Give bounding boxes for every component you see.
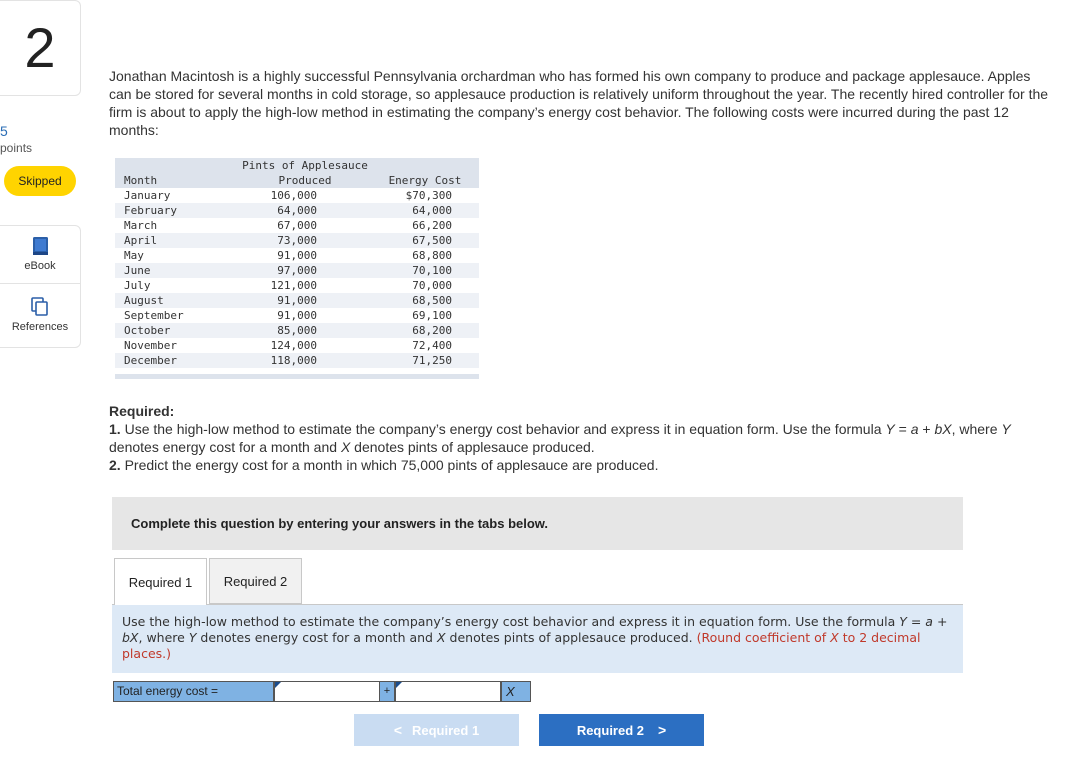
energy-cost-cell: 68,200 [412, 324, 452, 337]
chevron-right-icon: > [658, 722, 667, 738]
references-link[interactable] [0, 297, 80, 333]
complete-question-text: Complete this question by entering your answers in the tabs below. [131, 516, 549, 531]
table-row [115, 233, 479, 248]
header-month: Month [124, 174, 158, 187]
tab-required-1-label: Required 1 [128, 575, 193, 590]
fixed-cost-input[interactable] [274, 681, 380, 702]
chevron-left-icon: < [393, 722, 402, 738]
energy-cost-cell: 64,000 [412, 204, 452, 217]
month-cell: June [124, 264, 151, 277]
required-item-2: 2. Predict the energy cost for a month in which 75,000 pints of applesauce are produced. [109, 457, 659, 473]
month-cell: December [124, 354, 177, 367]
ebook-link[interactable] [0, 236, 80, 272]
tab-instructions: Use the high-low method to estimate the company’s energy cost behavior and express it in equation form. Use the formula Y = a + bX, where Y denotes energy cost for a month and X denotes pints of applesauce produced. (Round coefficient of X to 2 decimal places.) [112, 605, 963, 673]
month-cell: August [124, 294, 164, 307]
question-number-box [0, 0, 81, 96]
table-footer-bar [115, 374, 479, 379]
month-cell: January [124, 189, 171, 202]
month-cell: March [124, 219, 158, 232]
pints-cell: 64,000 [277, 204, 317, 217]
resources-divider [0, 283, 80, 284]
energy-cost-cell: 72,400 [412, 339, 452, 352]
input-marker-icon [275, 682, 281, 688]
total-energy-cost-label: Total energy cost = [113, 681, 274, 702]
table-row [115, 248, 479, 263]
table-row [115, 203, 479, 218]
question-intro: Jonathan Macintosh is a highly successful Pennsylvania orchardman who has formed his own company to produce and package applesauce. Apples can be stored for several months in cold storage, so applesauce production is relatively uniform throughout the year. The recently hired controller for the firm is about to apply the high-low method in estimating the company’s energy cost behavior. The following costs were incurred during the past 12 months: [109, 68, 1049, 138]
table-row [115, 263, 479, 278]
ebook-label: eBook [24, 260, 56, 272]
month-cell: July [124, 279, 151, 292]
status-badge-label: Skipped [18, 174, 62, 188]
pints-cell: 124,000 [270, 339, 317, 352]
required-section [109, 402, 1044, 474]
previous-tab-button[interactable] [354, 714, 519, 746]
pints-cell: 106,000 [270, 189, 317, 202]
table-row [115, 218, 479, 233]
table-row [115, 308, 479, 323]
energy-cost-cell: 67,500 [412, 234, 452, 247]
next-tab-label: Required 2 [576, 722, 644, 738]
table-row [115, 338, 479, 353]
tab-required-1[interactable] [114, 558, 207, 606]
month-cell: September [124, 309, 184, 322]
variable-rate-input[interactable] [395, 681, 501, 702]
month-cell: May [124, 249, 144, 262]
plus-sign: + [379, 681, 395, 702]
month-cell: April [124, 234, 158, 247]
points-label: points [0, 141, 33, 155]
book-icon [32, 236, 49, 256]
tab-required-2-label: Required 2 [223, 573, 288, 589]
energy-cost-cell: 71,250 [412, 354, 452, 367]
previous-tab-label: Required 1 [412, 722, 480, 738]
pints-cell: 118,000 [270, 354, 317, 367]
references-label: References [11, 321, 69, 333]
status-badge [4, 166, 76, 196]
tab-required-2[interactable] [209, 558, 302, 604]
pints-cell: 97,000 [277, 264, 317, 277]
pints-cell: 91,000 [277, 294, 317, 307]
required-heading: Required: [109, 403, 175, 419]
month-cell: February [124, 204, 177, 217]
table-row [115, 188, 479, 203]
points-value: 5 [0, 123, 8, 139]
copy-document-icon [31, 297, 49, 317]
table-row [115, 278, 479, 293]
energy-cost-cell: $70,300 [405, 189, 452, 202]
complete-question-bar [112, 497, 963, 550]
question-number: 2 [24, 16, 56, 79]
table-row [115, 293, 479, 308]
energy-cost-cell: 68,800 [412, 249, 452, 262]
energy-cost-cell: 68,500 [412, 294, 452, 307]
table-row [115, 353, 479, 368]
pints-cell: 121,000 [270, 279, 317, 292]
pints-cell: 91,000 [277, 309, 317, 322]
input-marker-icon [396, 682, 402, 688]
energy-cost-cell: 70,000 [412, 279, 452, 292]
x-variable-label: X [501, 681, 531, 702]
pints-cell: 85,000 [277, 324, 317, 337]
energy-cost-cell: 69,100 [412, 309, 452, 322]
required-item-1: 1. Use the high-low method to estimate the company’s energy cost behavior and express it in equation form. Use the formula Y = a + bX, where Y denotes energy cost for a month and X denotes pints of applesauce produced. [109, 421, 1011, 455]
energy-cost-cell: 66,200 [412, 219, 452, 232]
pints-cell: 67,000 [277, 219, 317, 232]
pints-cell: 91,000 [277, 249, 317, 262]
rounding-note: (Round coefficient of X to 2 decimal places.) [122, 630, 921, 661]
month-cell: November [124, 339, 177, 352]
pints-cell: 73,000 [277, 234, 317, 247]
header-pints-line1: Pints of Applesauce [242, 159, 368, 172]
next-tab-button[interactable] [539, 714, 704, 746]
month-cell: October [124, 324, 171, 337]
header-energy: Energy Cost [388, 174, 462, 187]
energy-cost-cell: 70,100 [412, 264, 452, 277]
header-pints-line2: Produced [278, 174, 332, 187]
cost-data-table [115, 158, 479, 379]
table-row [115, 323, 479, 338]
